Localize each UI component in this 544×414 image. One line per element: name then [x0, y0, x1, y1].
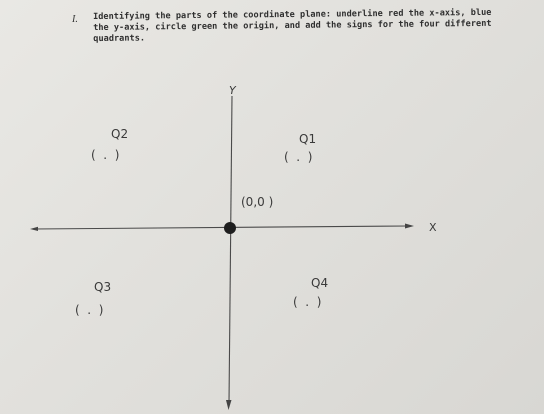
quadrant-3-pair: ( . )	[75, 303, 104, 317]
y-axis-bottom-arrow	[226, 400, 232, 410]
quadrant-2-label: Q2	[111, 127, 129, 141]
x-axis-left-arrow	[30, 227, 38, 231]
quadrant-1-pair: ( . )	[284, 150, 313, 164]
quadrant-1-label: Q1	[299, 132, 317, 146]
quadrant-4-label: Q4	[311, 276, 329, 290]
x-axis-label: X	[429, 221, 437, 234]
instruction-number: I.	[72, 14, 78, 25]
origin-label: (0,0 )	[241, 195, 274, 209]
instruction-line-1: Identifying the parts of the coordinate plane: underline red the x-axis, blue	[93, 7, 492, 22]
instruction-line-3: quadrants.	[93, 33, 146, 44]
x-axis	[34, 226, 408, 229]
quadrant-2-pair: ( . )	[91, 148, 120, 162]
x-axis-right-arrow	[405, 224, 414, 229]
origin-dot	[224, 222, 236, 234]
quadrant-4-pair: ( . )	[293, 295, 322, 309]
quadrant-3-label: Q3	[94, 280, 112, 294]
y-axis-label: Y	[229, 84, 236, 97]
instruction-line-2: the y-axis, circle green the origin, and add the signs for the four different	[93, 18, 492, 33]
y-axis	[229, 96, 232, 403]
